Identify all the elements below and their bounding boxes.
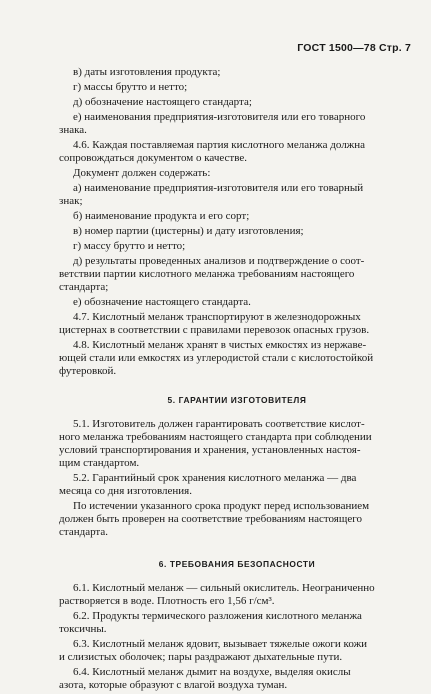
text-line: а) наименование предприятия-изготовителя или его товарный xyxy=(73,182,364,194)
text-line: цистернах в соответствии с правилами перевозок опасных грузов. xyxy=(59,324,370,336)
paragraph xyxy=(59,96,415,109)
text-line: е) наименования предприятия-изготовителя или его товарного xyxy=(73,111,366,123)
text-line: По истечении указанного срока продукт перед использованием xyxy=(73,500,370,512)
text-line: д) результаты проведенных анализов и подтверждение о соот- xyxy=(73,255,365,267)
text-line: 4.8. Кислотный меланж хранят в чистых емкостях из нержаве- xyxy=(73,339,367,351)
paragraph xyxy=(59,111,415,137)
paragraph xyxy=(59,296,415,309)
text-line: 6.4. Кислотный меланж дымит на воздухе, выделяя окислы xyxy=(73,666,351,678)
text-line: в) даты изготовления продукта; xyxy=(73,66,221,78)
text-line: ющей стали или емкостях из углеродистой стали с кислотостойкой xyxy=(59,352,374,364)
section-6-body xyxy=(59,582,415,692)
paragraph xyxy=(59,610,415,636)
text-line: д) обозначение настоящего стандарта; xyxy=(73,96,252,108)
document-body xyxy=(59,66,415,694)
text-line: 6.3. Кислотный меланж ядовит, вызывает тяжелые ожоги кожи xyxy=(73,638,368,650)
paragraph xyxy=(59,666,415,692)
text-line: сопровождаться документом о качестве. xyxy=(59,152,247,164)
text-line: стандарта. xyxy=(59,526,109,538)
text-line: азота, которые образуют с влагой воздуха туман. xyxy=(59,679,288,691)
text-line: должен быть проверен на соответствие требованиям настоящего xyxy=(59,513,362,525)
paragraph xyxy=(59,255,415,294)
text-line: ветствии партии кислотного меланжа требованиям настоящего xyxy=(59,268,355,280)
text-line: стандарта; xyxy=(59,281,109,293)
section-6-heading: 6. ТРЕБОВАНИЯ БЕЗОПАСНОСТИ xyxy=(158,559,316,569)
text-line: б) наименование продукта и его сорт; xyxy=(73,210,250,222)
text-line: растворяется в воде. Плотность его 1,56 г/см³. xyxy=(59,595,275,607)
text-line: и слизистых оболочек; пары раздражают дыхательные пути. xyxy=(59,651,343,663)
text-line: 6.1. Кислотный меланж — сильный окислитель. Неограниченно xyxy=(73,582,375,594)
text-line: токсичны. xyxy=(59,623,107,635)
text-line: футеровкой. xyxy=(59,365,117,377)
section-4-continuation xyxy=(59,66,415,378)
paragraph xyxy=(59,182,415,208)
section-5-heading: 5. ГАРАНТИИ ИЗГОТОВИТЕЛЯ xyxy=(167,395,307,405)
text-line: Документ должен содержать: xyxy=(73,167,211,179)
text-line: ного меланжа требованиям настоящего стандарта при соблюдении xyxy=(59,431,372,443)
paragraph xyxy=(59,81,415,94)
text-line: 5.2. Гарантийный срок хранения кислотного меланжа — два xyxy=(73,472,357,484)
text-line: знака. xyxy=(59,124,87,136)
text-line: е) обозначение настоящего стандарта. xyxy=(73,296,251,308)
paragraph xyxy=(59,638,415,664)
text-line: знак; xyxy=(59,195,83,207)
paragraph xyxy=(59,66,415,79)
paragraph xyxy=(59,139,415,165)
paragraph xyxy=(59,582,415,608)
section-5-body xyxy=(59,418,415,539)
text-line: г) массу брутто и нетто; xyxy=(73,240,186,252)
paragraph xyxy=(59,225,415,238)
text-line: 5.1. Изготовитель должен гарантировать соответствие кислот- xyxy=(73,418,365,430)
paragraph xyxy=(59,339,415,378)
paragraph xyxy=(59,311,415,337)
paragraph xyxy=(59,167,415,180)
text-line: месяца со дня изготовления. xyxy=(59,485,192,497)
paragraph xyxy=(59,500,415,539)
paragraph xyxy=(59,240,415,253)
text-line: 4.6. Каждая поставляемая партия кислотного меланжа должна xyxy=(73,139,366,151)
text-line: 6.2. Продукты термического разложения кислотного меланжа xyxy=(73,610,362,622)
text-line: 4.7. Кислотный меланж транспортируют в железнодорожных xyxy=(73,311,361,323)
text-line: г) массы брутто и нетто; xyxy=(73,81,188,93)
text-line: условий транспортирования и хранения, установленных настоя- xyxy=(59,444,361,456)
text-line: в) номер партии (цистерны) и дату изготовления; xyxy=(73,225,304,237)
paragraph xyxy=(59,418,415,470)
page-header: ГОСТ 1500—78 Стр. 7 xyxy=(297,42,411,54)
text-line: щим стандартом. xyxy=(59,457,140,469)
paragraph xyxy=(59,472,415,498)
paragraph xyxy=(59,210,415,223)
